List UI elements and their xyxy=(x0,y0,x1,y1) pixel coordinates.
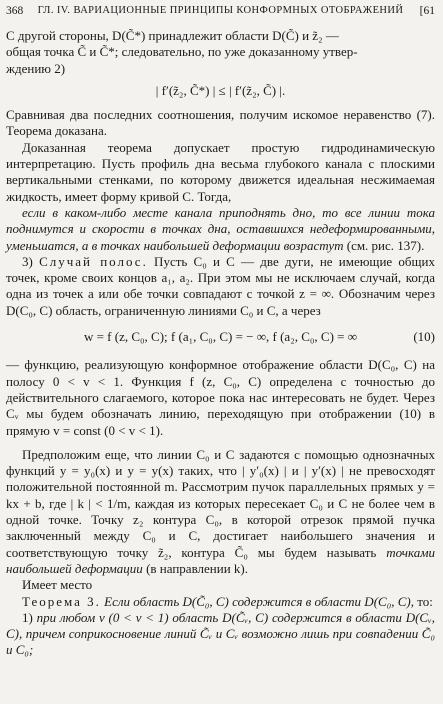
page-body xyxy=(6,28,435,659)
theorem-3: Теорема 3. Если область D(C̃₀, C) содержится в области D(C₀, C), то: xyxy=(22,593,433,609)
page-number-left: 368 xyxy=(6,5,24,17)
equation-number: (10) xyxy=(413,329,435,345)
paragraph-7: Предположим еще, что линии C₀ и C задаются с помощью однозначных функций y = y₀(x) и y = y(x) таких, что | y′₀(x) | и | y′(x) | не превосходят положительной постоянной m. Рассмотрим пучок параллельных прямых y = kx + b, где | k | < 1/m, каждая из которых пересекает C₀ и C не более чем в одной точке. Точку z₂ контура C₀, в которой отрезок прямой пучка заключенный между C₀ и C, достигает наибольшего значения и соответствующую точку z̃₂, контура C̃₀ мы будем называть точками наибольшей деформации (в направлении k). xyxy=(6,446,435,576)
paragraph-8: Имеет место xyxy=(22,577,93,593)
page-header xyxy=(6,5,435,23)
page-number-right: [61 xyxy=(419,5,435,17)
formula-1: | f′(z̃₂, C̃*) | ≤ | f′(z̃₂, C̃) |. xyxy=(155,82,286,98)
paragraph-2: Сравнивая два последних соотношения, получим искомое неравенство (7). Теорема доказана. xyxy=(6,107,435,139)
paragraph-3: Доказанная теорема допускает простую гидродинамическую интерпретацию. Пусть профиль дна весьма глубокого канала с плоскими вертикальными стенками, по которому движется идеальная несжимаемая жидкость, имеет форму кривой C. Тогда, xyxy=(6,139,435,204)
formula-2: w = f (z, C₀, C); f (a₁, C₀, C) = − ∞, f (a₂, C₀, C) = ∞ (10) xyxy=(83,329,435,345)
running-title: ГЛ. IV. ВАРИАЦИОННЫЕ ПРИНЦИПЫ КОНФОРМНЫХ ОТОБРАЖЕНИЙ xyxy=(37,5,404,16)
paragraph-1: С другой стороны, D(C̃*) принадлежит области D(C̃) и z̃₂ — общая точка C̃ и C̃*; следовательно, по уже доказанному утвер- ждению 2) xyxy=(6,28,358,76)
paragraph-4: если в каком-либо месте канала приподнять дно, то все линии тока поднимутся и скорости в точках дна, оставшихся недеформированными, уменьшатся, а в точках наибольшей деформации возрастут (см. рис. 137). xyxy=(6,204,435,253)
paragraph-5: 3) Случай полос. Пусть C₀ и C — две дуги, не имеющие общих точек, кроме своих концов a₁, a₂. При этом мы не исключаем случай, когда одна из точек a или обе точки совпадают с точкой z = ∞. Обозначим через D(C₀, C) область, ограниченную линиями C₀ и C, а через xyxy=(6,253,435,318)
paragraph-6: — функцию, реализующую конформное отображение области D(C₀, C) на полосу 0 < v < 1. Функция f (z, C₀, C) определена с точностью до действительного слагаемого, которое пока нас интересовать не будет. Через Cᵥ мы будем обозначать линию, переходящую при отображении (10) в прямую v = const (0 < v < 1). xyxy=(6,357,435,438)
theorem-3-item-1: 1) при любом v (0 < v < 1) область D(C̃ᵥ, C) содержится в области D(Cᵥ, C), причем соприкосновение линий C̃ᵥ и Cᵥ возможно лишь при совпадении C̃₀ и C₀; xyxy=(6,609,435,658)
section-heading: Случай полос. xyxy=(39,253,148,269)
